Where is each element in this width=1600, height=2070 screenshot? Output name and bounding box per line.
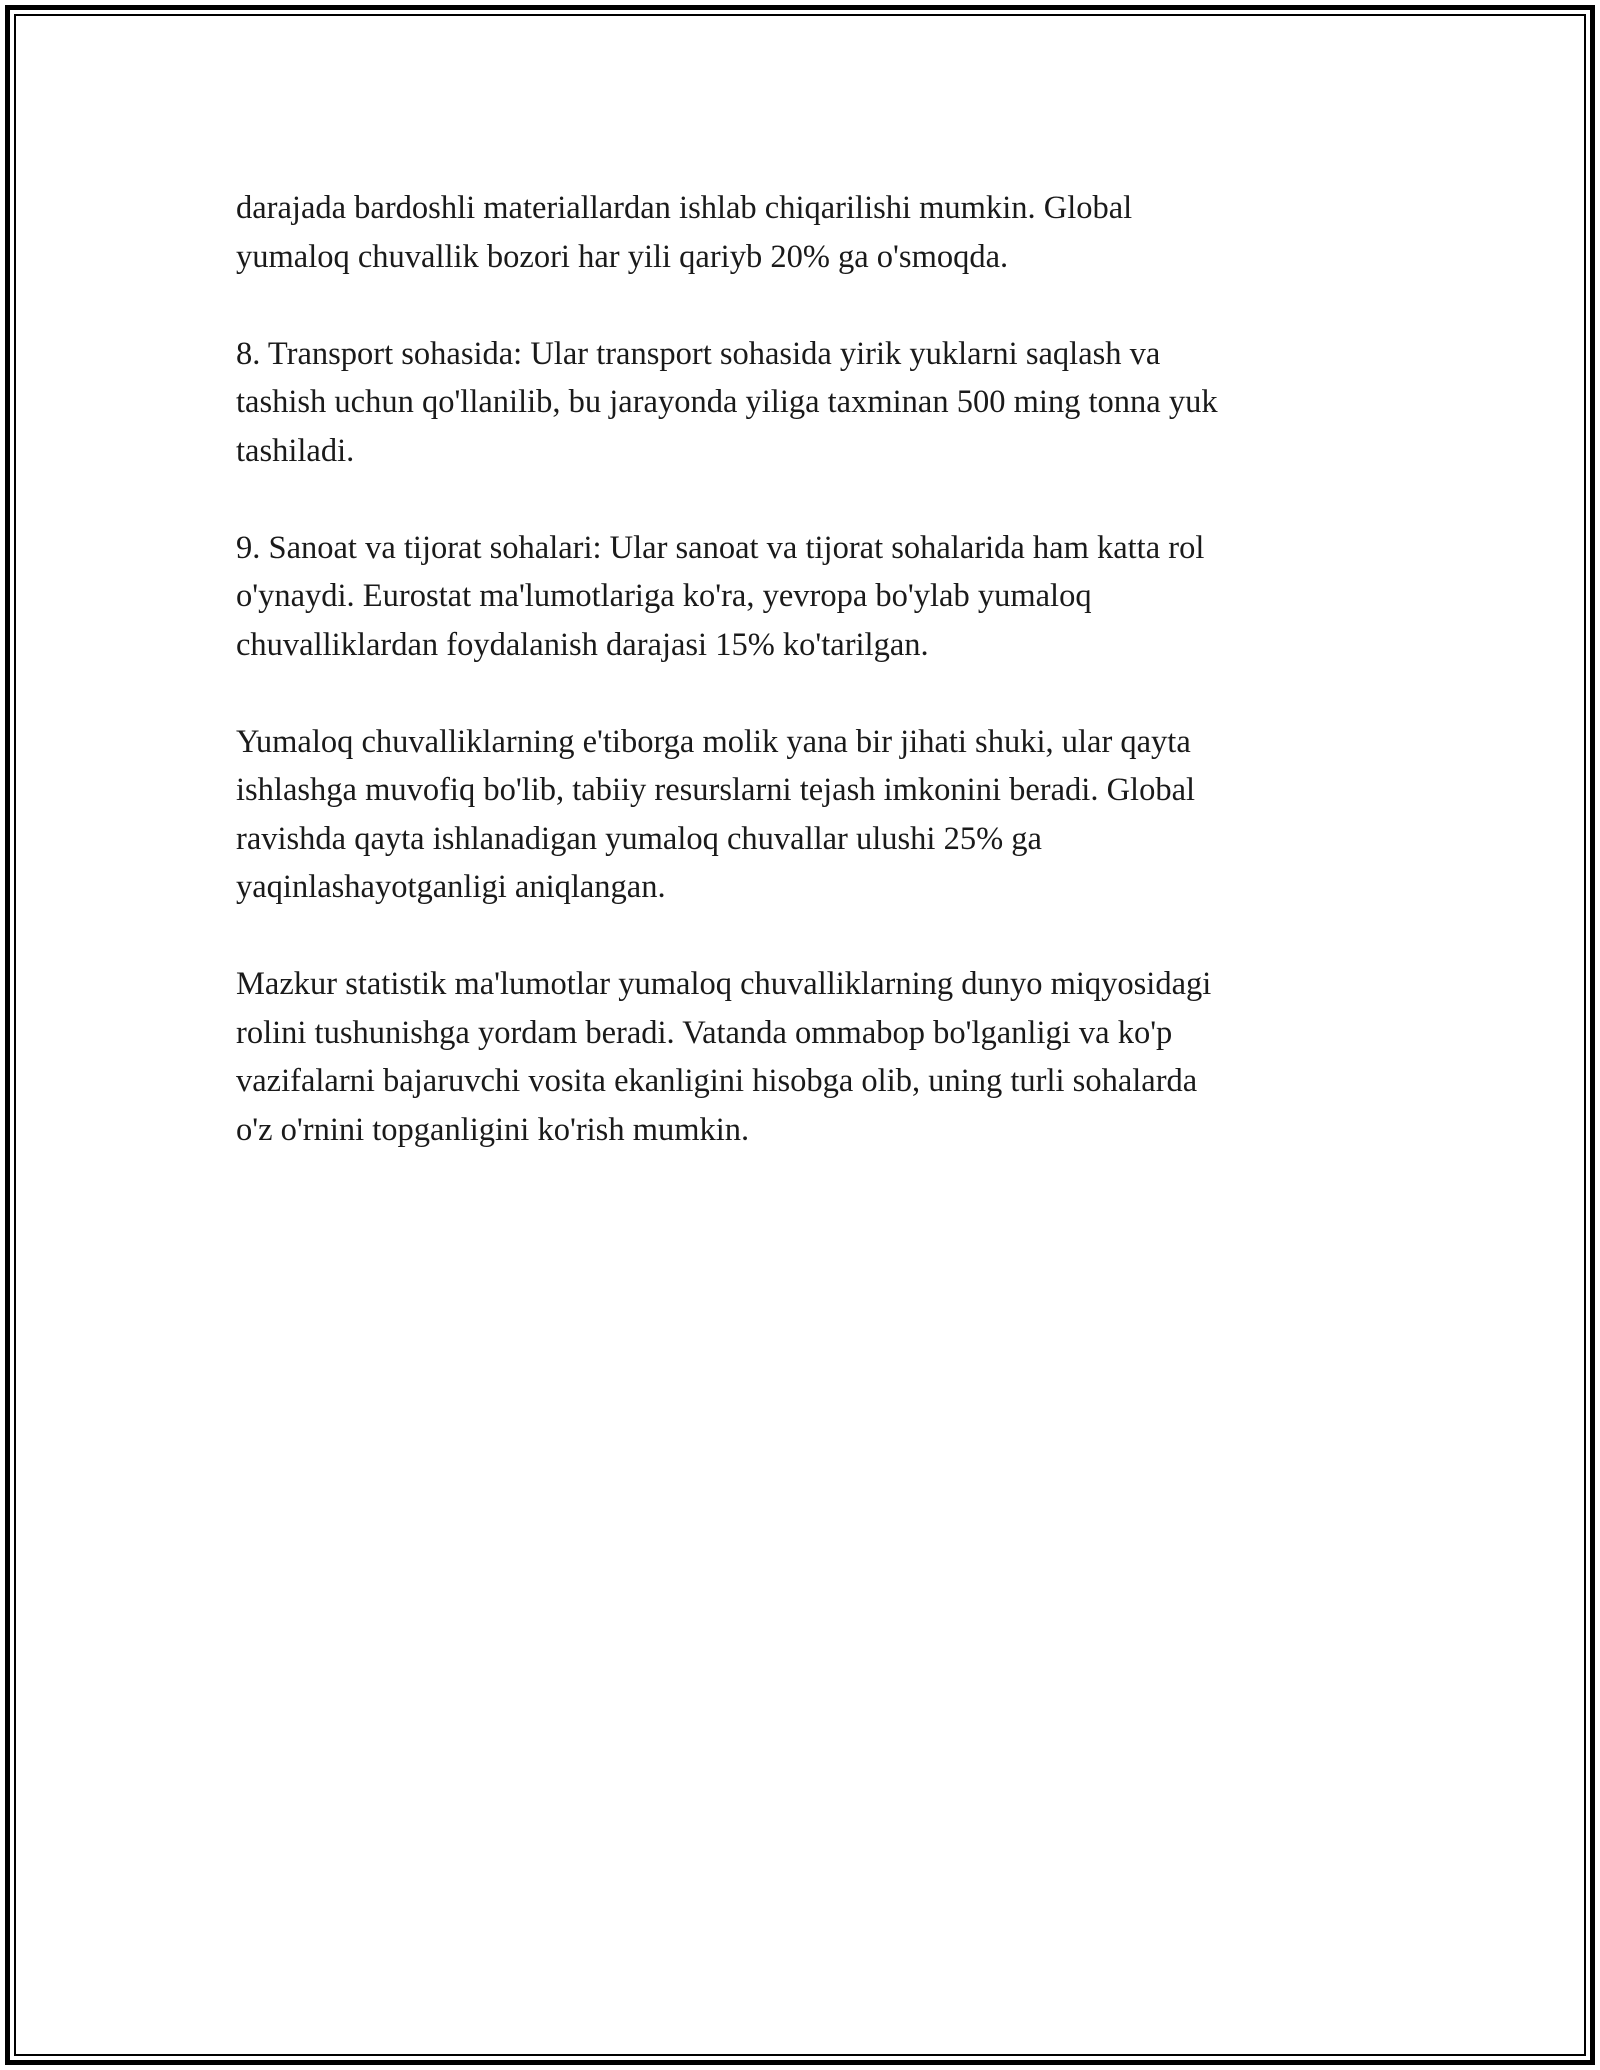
text-line: o'z o'rnini topganligini ko'rish mumkin. — [236, 1111, 750, 1148]
text-line: vazifalarni bajaruvchi vosita ekanligini hisobga olib, uning turli sohalarda — [236, 1063, 1198, 1099]
text-line: yaqinlashayotganligi aniqlangan. — [236, 869, 666, 905]
paragraph-recycling — [236, 718, 1376, 912]
text-line: yumaloq chuvallik bozori har yili qariyb 20% ga o'smoqda. — [236, 238, 1009, 275]
text-line: ishlashga muvofiq bo'lib, tabiiy resurslarni tejash imkonini beradi. Global — [236, 772, 1196, 808]
text-line: Mazkur statistik ma'lumotlar yumaloq chuvalliklarning dunyo miqyosidagi — [236, 966, 1212, 1002]
text-line: o'ynaydi. Eurostat ma'lumotlariga ko'ra, yevropa bo'ylab yumaloq — [236, 578, 1092, 614]
paragraph-industry-commerce — [236, 524, 1376, 670]
text-line: ravishda qayta ishlanadigan yumaloq chuvallar ulushi 25% ga — [236, 820, 1042, 857]
text-line: 9. Sanoat va tijorat sohalari: Ular sanoat va tijorat sohalarida ham katta rol — [236, 529, 1205, 566]
text-line: chuvalliklardan foydalanish darajasi 15% ko'tarilgan. — [236, 626, 929, 663]
document-body — [236, 184, 1376, 1203]
text-line: tashish uchun qo'llanilib, bu jarayonda yiliga taxminan 500 ming tonna yuk — [236, 384, 1218, 420]
paragraph-conclusion — [236, 960, 1376, 1154]
text-line: tashiladi. — [236, 432, 355, 469]
text-line: rolini tushunishga yordam beradi. Vatanda ommabop bo'lganligi va ko'p — [236, 1014, 1173, 1051]
paragraph-transport — [236, 330, 1376, 476]
paragraph-global-market — [236, 184, 1376, 281]
text-line: Yumaloq chuvalliklarning e'tiborga molik yana bir jihati shuki, ular qayta — [236, 723, 1191, 760]
text-line: darajada bardoshli materiallardan ishlab chiqarilishi mumkin. Global — [236, 190, 1133, 226]
text-line: 8. Transport sohasida: Ular transport sohasida yirik yuklarni saqlash va — [236, 335, 1161, 372]
